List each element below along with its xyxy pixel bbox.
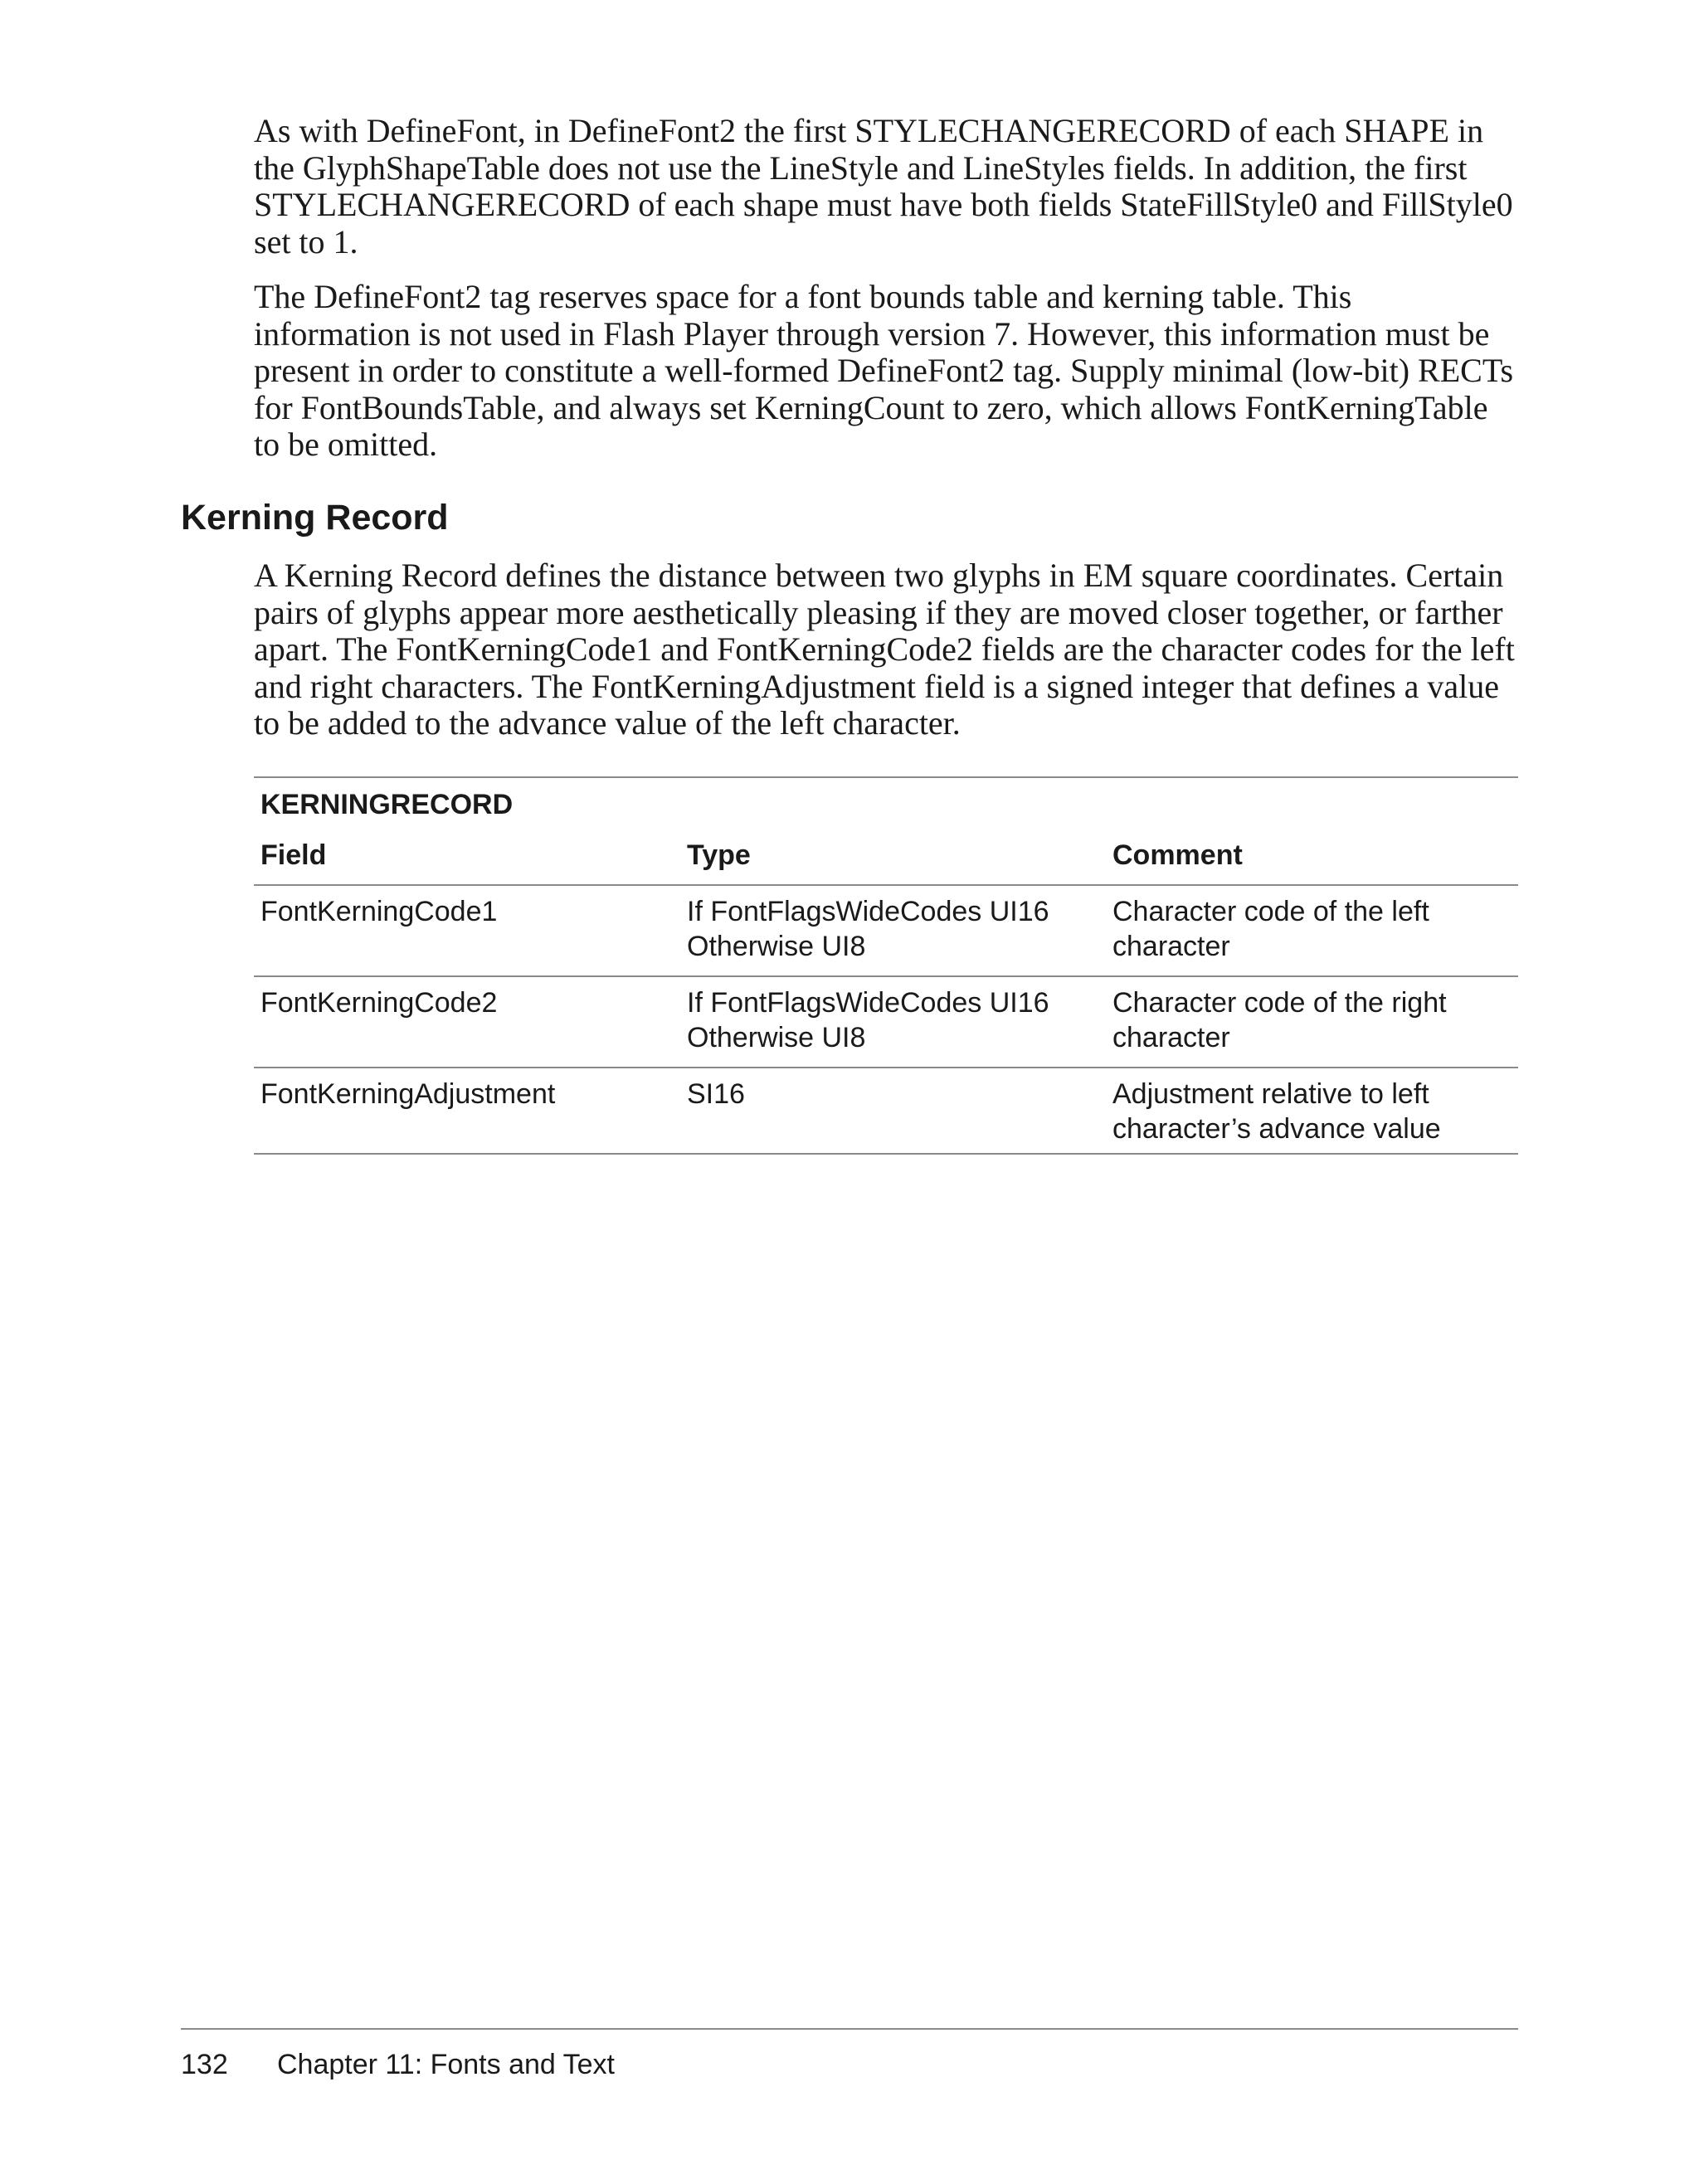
footer-divider bbox=[181, 2028, 1518, 2030]
type-cell: If FontFlagsWideCodes UI16 Otherwise UI8 bbox=[687, 987, 1049, 1053]
column-header-comment: Comment bbox=[1112, 839, 1243, 871]
column-header-field: Field bbox=[260, 839, 327, 871]
table-row bbox=[254, 1068, 1518, 1155]
kerningrecord-table bbox=[254, 776, 1518, 1155]
field-cell: FontKerningCode1 bbox=[260, 896, 498, 927]
field-cell: FontKerningAdjustment bbox=[260, 1078, 556, 1110]
comment-cell: Character code of the right character bbox=[1112, 987, 1447, 1053]
table-header-row bbox=[254, 826, 1518, 886]
kerning-record-paragraph bbox=[254, 557, 1515, 742]
type-cell: If FontFlagsWideCodes UI16 Otherwise UI8 bbox=[687, 896, 1049, 962]
intro-paragraph-2 bbox=[254, 279, 1515, 464]
table-title: KERNINGRECORD bbox=[260, 789, 514, 820]
column-header-type: Type bbox=[687, 839, 751, 871]
type-cell: SI16 bbox=[687, 1078, 745, 1110]
chapter-title: Chapter 11: Fonts and Text bbox=[277, 2049, 615, 2080]
paragraph-text: A Kerning Record defines the distance between two glyphs in EM square coordinates. Certain pairs of glyphs appear more aesthetically pleasing if they are moved closer together, or farther apart. The FontKerningCode1 and FontKerningCode2 fields are the character codes for the left and right characters. The FontKerningAdjustment field is a signed integer that defines a value to be added to the advance value of the left character. bbox=[254, 557, 1515, 742]
comment-cell: Character code of the left character bbox=[1112, 896, 1429, 962]
intro-paragraph-1 bbox=[254, 113, 1515, 260]
paragraph-text: As with DefineFont, in DefineFont2 the first STYLECHANGERECORD of each SHAPE in the GlyphShapeTable does not use the LineStyle and LineStyles fields. In addition, the first STYLECHANGERECORD of each shape must have both fields StateFillStyle0 and FillStyle0 set to 1. bbox=[254, 112, 1513, 260]
field-cell: FontKerningCode2 bbox=[260, 987, 498, 1019]
page-footer bbox=[181, 2049, 615, 2081]
section-heading: Kerning Record bbox=[181, 498, 449, 537]
table-row bbox=[254, 977, 1518, 1068]
page-number: 132 bbox=[181, 2049, 228, 2080]
paragraph-text: The DefineFont2 tag reserves space for a font bounds table and kerning table. This information is not used in Flash Player through version 7. However, this information must be present in order to constitute a well-formed DefineFont2 tag. Supply minimal (low-bit) RECTs for FontBoundsTable, and always set KerningCount to zero, which allows FontKerningTable to be omitted. bbox=[254, 278, 1514, 463]
comment-cell: Adjustment relative to left character’s advance value bbox=[1112, 1078, 1441, 1145]
table-row bbox=[254, 886, 1518, 977]
